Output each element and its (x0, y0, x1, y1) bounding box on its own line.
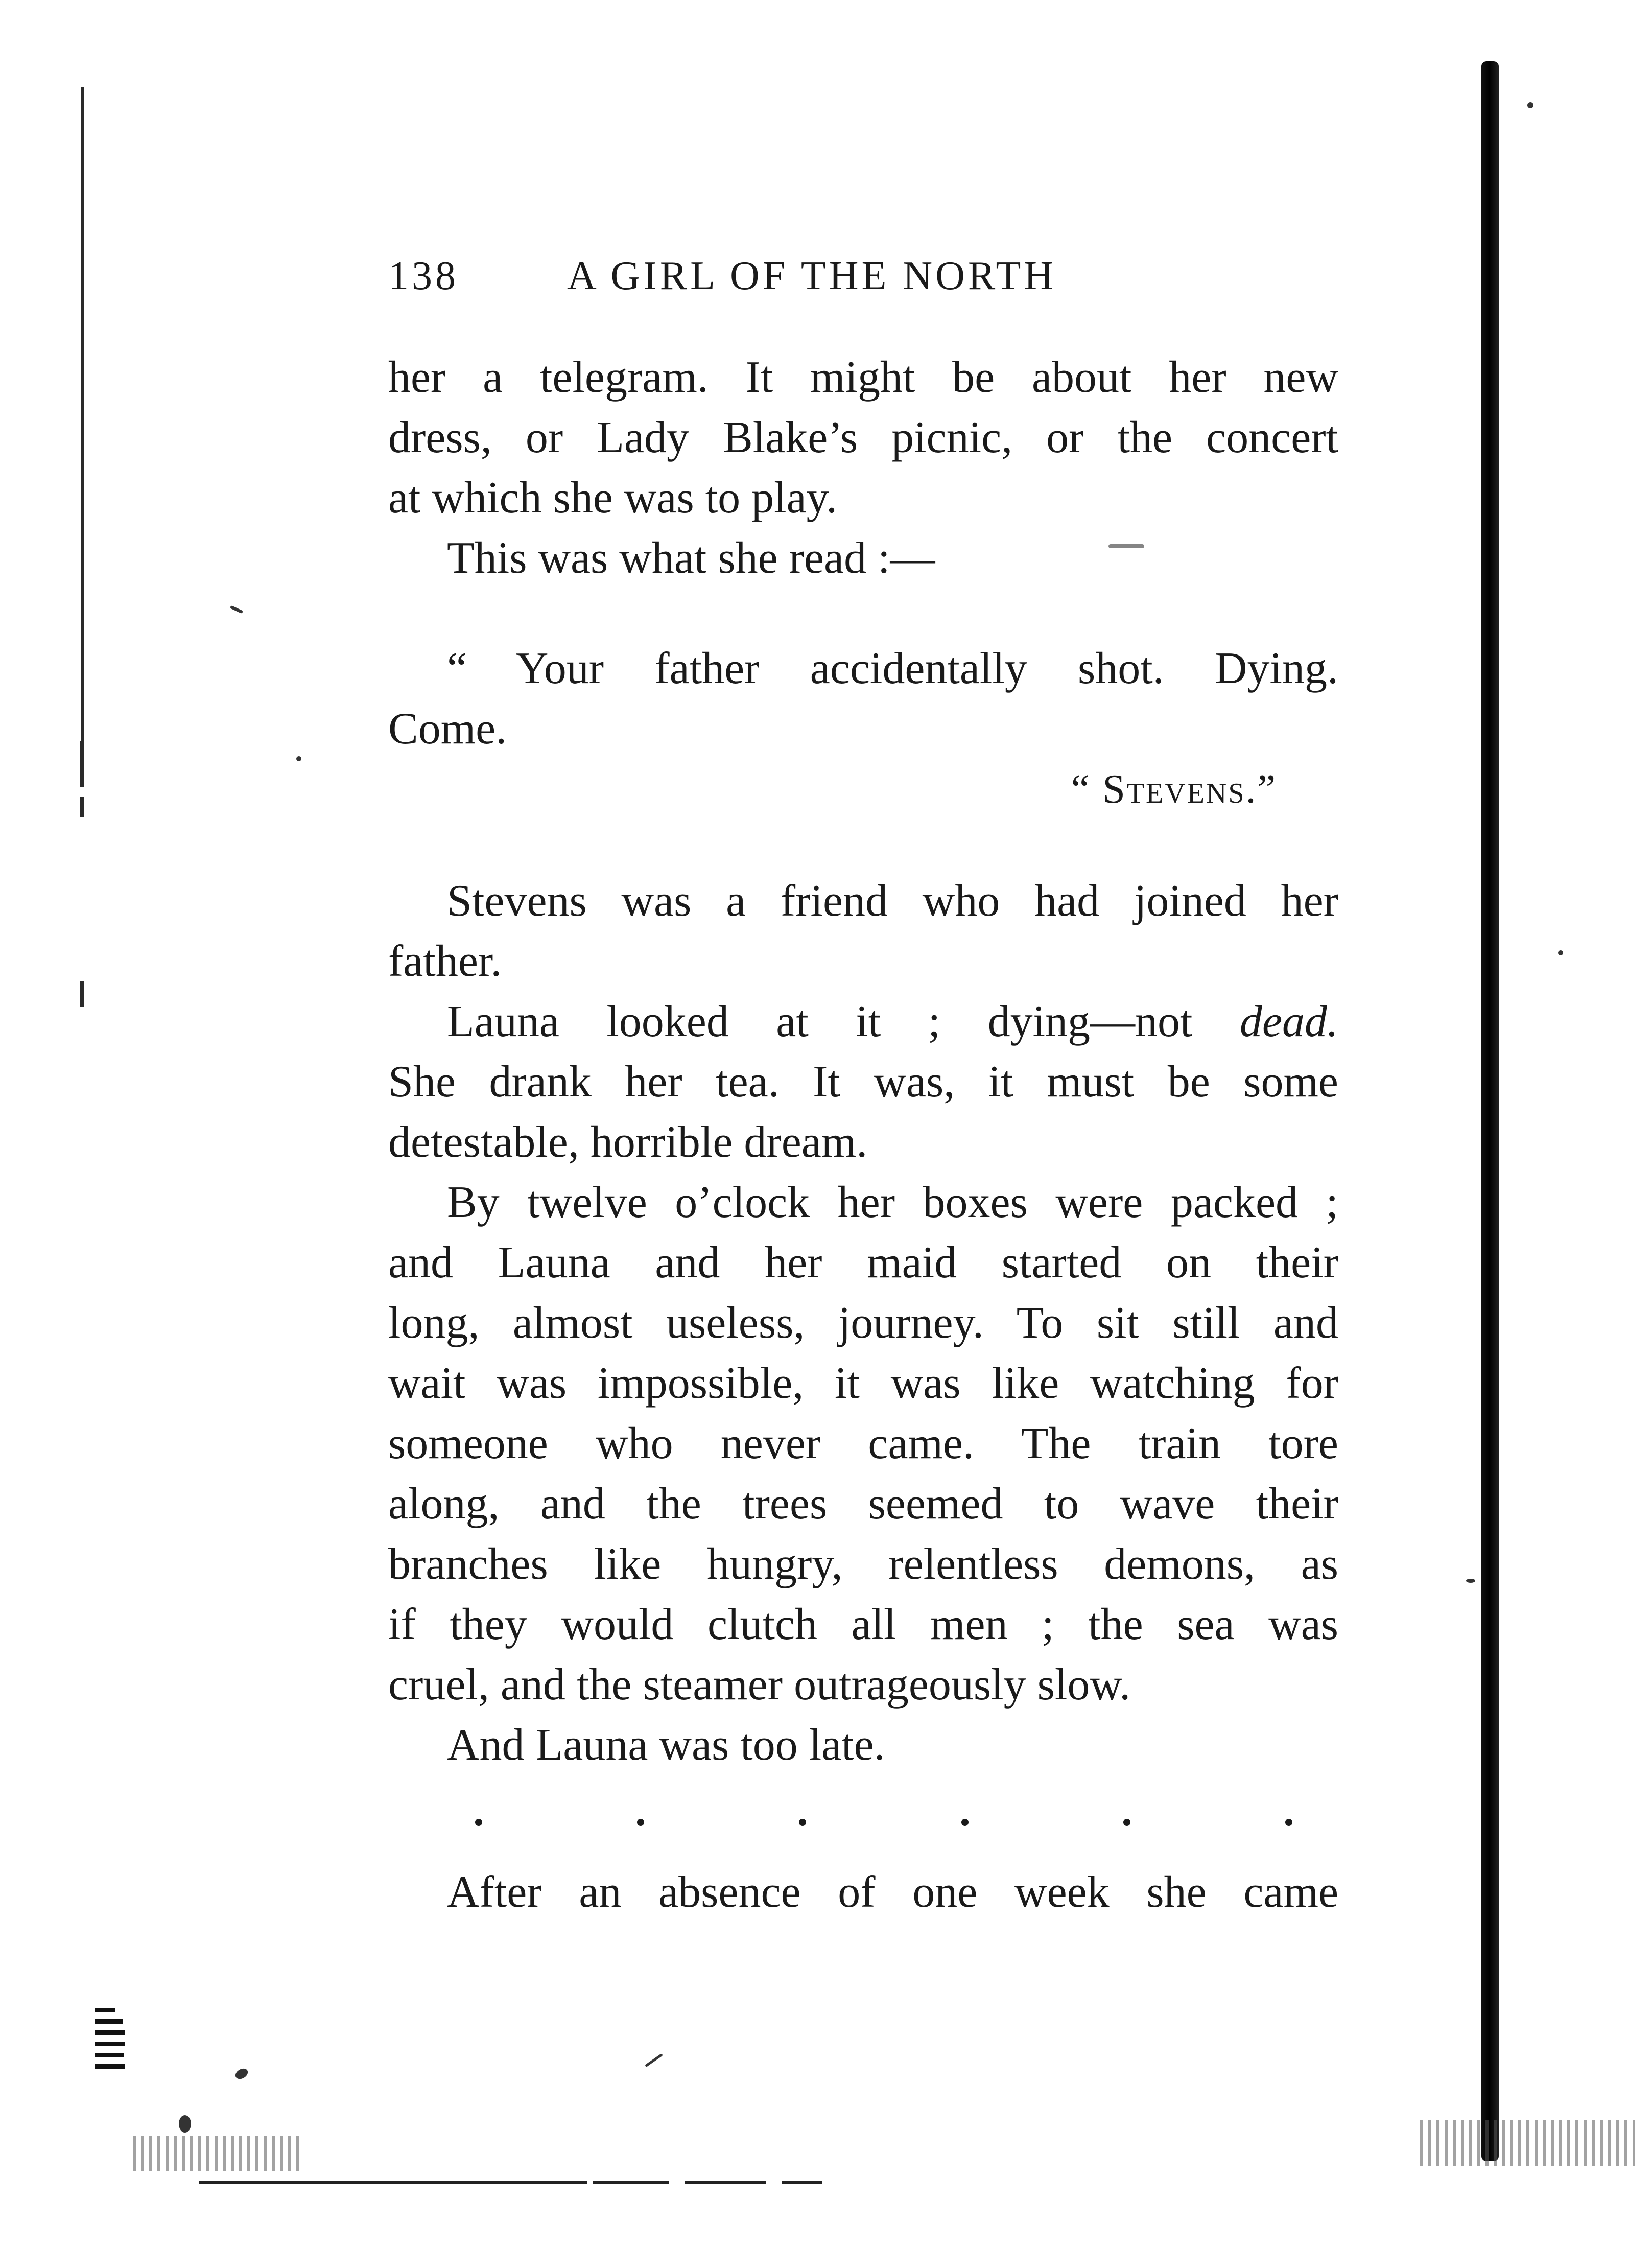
scan-speck (1466, 1579, 1475, 1583)
break-dot (961, 1819, 969, 1826)
running-title: A GIRL OF THE NORTH (567, 253, 1057, 298)
italic-word: dead. (1239, 997, 1338, 1046)
left-margin-tick (80, 981, 84, 1007)
scan-noise (133, 2136, 301, 2171)
text-line: And Launa was too late. (447, 1720, 885, 1770)
text-line: After an absence of one week she came (447, 1867, 1338, 1917)
scan-speck (1527, 102, 1533, 108)
text-line: By twelve o’clock her boxes were packed ; (447, 1178, 1338, 1227)
scan-speck (230, 605, 243, 614)
text-line: along, and the trees seemed to wave their (388, 1479, 1338, 1529)
text-line (388, 992, 1338, 1052)
scan-noise (1420, 2120, 1635, 2166)
text-fragment: Launa looked at it ; dying—not (447, 997, 1240, 1046)
bottom-rule (199, 2181, 587, 2184)
break-dot (1123, 1819, 1130, 1826)
paragraph-opening (388, 347, 1338, 589)
break-dot (1285, 1819, 1292, 1826)
left-margin-tick (80, 741, 84, 787)
scan-speck (1558, 950, 1563, 955)
text-line: long, almost useless, journey. To sit still and (388, 1298, 1338, 1348)
text-line: her a telegram. It might be about her new (388, 353, 1338, 402)
text-line: branches like hungry, relentless demons, as (388, 1539, 1338, 1589)
text-line: She drank her tea. It was, it must be some (388, 1057, 1338, 1107)
break-dot (475, 1819, 482, 1826)
telegram-line: Come. (388, 704, 507, 754)
text-line: at which she was to play. (388, 473, 837, 523)
text-line: and Launa and her maid started on their (388, 1238, 1338, 1288)
scan-speck (645, 2053, 663, 2067)
scan-speck (233, 2067, 250, 2081)
telegram-quote (388, 639, 1338, 820)
text-line: Stevens was a friend who had joined her (447, 876, 1338, 926)
text-line: if they would clutch all men ; the sea was (388, 1600, 1338, 1649)
text-line: detestable, horrible dream. (388, 1117, 868, 1167)
scan-speck (179, 2115, 191, 2133)
margin-scan-bars (95, 2008, 125, 2075)
text-line: wait was impossible, it was like watching for (388, 1359, 1338, 1408)
paragraph-closing (388, 1862, 1338, 1923)
left-margin-tick (80, 797, 84, 817)
scan-speck (296, 756, 301, 761)
paragraph-main (388, 871, 1338, 1775)
left-margin-line (81, 87, 84, 741)
telegram-line: “ Your father accidentally shot. Dying. (447, 644, 1338, 693)
section-break-dots (475, 1819, 1292, 1826)
telegram-signature: “ Stevens.” (1071, 767, 1277, 812)
binding-shadow (1481, 61, 1499, 2161)
text-line: someone who never came. The train tore (388, 1419, 1338, 1468)
bottom-rule (782, 2181, 822, 2184)
break-dot (799, 1819, 806, 1826)
page-number: 138 (388, 253, 459, 298)
break-dot (637, 1819, 644, 1826)
bottom-rule (593, 2181, 669, 2184)
text-line: This was what she read :— (447, 533, 935, 583)
text-line: dress, or Lady Blake’s picnic, or the concert (388, 413, 1338, 462)
bottom-rule (685, 2181, 766, 2184)
text-line: cruel, and the steamer outrageously slow. (388, 1660, 1131, 1710)
text-line: father. (388, 937, 502, 986)
